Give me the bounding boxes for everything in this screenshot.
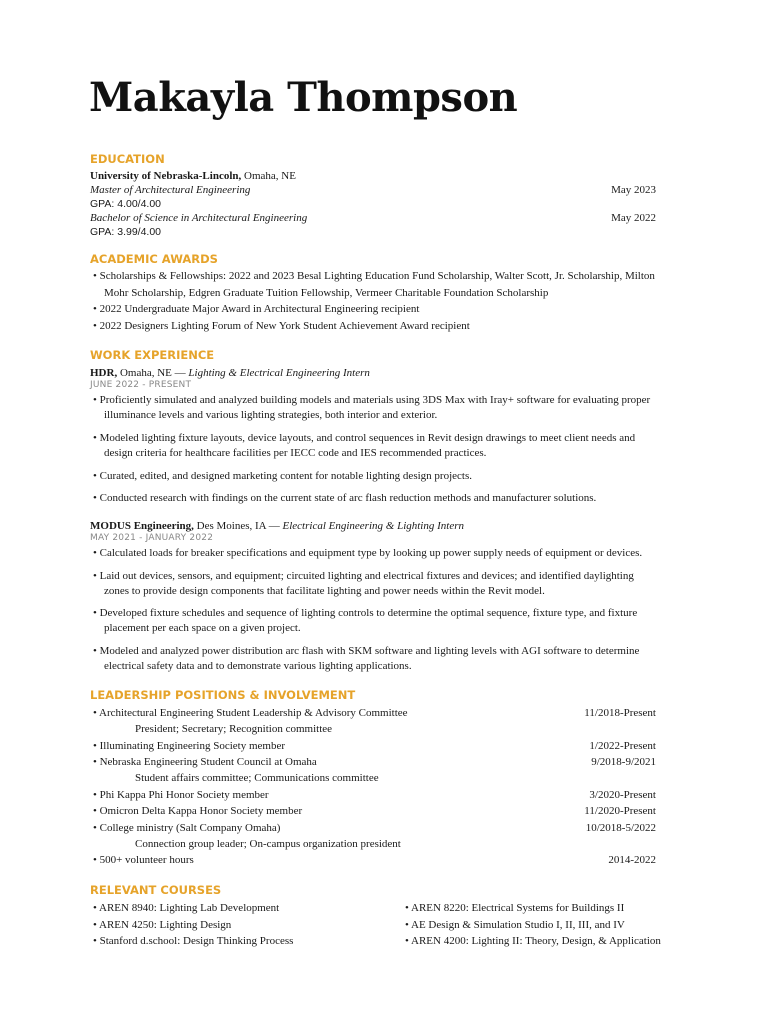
leadership-item: • Nebraska Engineering Student Council at Omaha [93,756,317,768]
leadership-item: • Phi Kappa Phi Honor Society member [93,789,269,801]
job-bullet: • Conducted research with findings on the current state of arc flash reduction methods and manufacturer solutions. [93,492,597,504]
education-school-line [90,169,296,183]
leadership-date: 10/2018-5/2022 [585,822,656,834]
job-title: Lighting & Electrical Engineering Intern [188,367,370,379]
education-heading: EDUCATION [90,152,165,166]
job-bullet-cont: placement per each space on a given project. [104,622,301,634]
job-company: MODUS Engineering, [90,520,194,532]
leadership-sub: Student affairs committee; Communications committee [135,772,379,784]
job-header [90,519,464,533]
leadership-sub: President; Secretary; Recognition committee [135,723,333,735]
job-bullet: • Developed fixture schedules and sequence of lighting controls to determine the optimal sequence, fixture type, and fixture [93,607,638,619]
job-bullet-cont: zones to provide design components that facilitate lighting and power needs within the Revit model. [104,585,545,597]
leadership-date: 11/2018-Present [584,707,656,719]
job-location: Des Moines, IA — [193,520,283,532]
course-item: • AREN 8220: Electrical Systems for Buildings II [405,902,625,914]
job-title: Electrical Engineering & Lighting Intern [282,520,464,532]
course-item: • Stanford d.school: Design Thinking Process [93,935,294,947]
leadership-item: • Illuminating Engineering Society member [93,740,286,752]
work-heading: WORK EXPERIENCE [90,348,215,362]
job-location: Omaha, NE — [117,367,189,379]
school-location: Omaha, NE [241,170,296,182]
gpa-master: GPA: 4.00/4.00 [90,198,162,210]
award-line: Mohr Scholarship, Edgren Graduate Tuition Fellowship, Vermeer Charitable Foundation Scholarship [104,287,549,299]
leadership-item: • Architectural Engineering Student Leadership & Advisory Committee [93,707,408,719]
award-line: • 2022 Undergraduate Major Award in Architectural Engineering recipient [93,303,420,315]
job-bullet: • Calculated loads for breaker specifications and equipment type by looking up power supply needs of equipment or devices. [93,547,643,559]
candidate-name: Makayla Thompson [89,74,518,121]
awards-heading: ACADEMIC AWARDS [90,252,218,266]
leadership-item: • Omicron Delta Kappa Honor Society member [93,805,303,817]
leadership-item: • College ministry (Salt Company Omaha) [93,822,281,834]
job-bullet: • Proficiently simulated and analyzed building models and materials using 3DS Max with Iray+ software for evaluating proper [93,394,651,406]
job-header [90,366,370,380]
job-bullet-cont: illuminance levels and various lighting strategies, both interior and exterior. [104,409,438,421]
leadership-date: 1/2022-Present [589,740,656,752]
job-bullet: • Laid out devices, sensors, and equipment; circuited lighting and electrical fixtures and devices; and identified daylighting [93,570,634,582]
course-item: • AREN 8940: Lighting Lab Development [93,902,280,914]
degree-bachelor: Bachelor of Science in Architectural Engineering [90,212,308,224]
job-dates: JUNE 2022 - PRESENT [90,380,192,390]
leadership-date: 9/2018-9/2021 [591,756,656,768]
leadership-date: 11/2020-Present [584,805,656,817]
courses-heading: RELEVANT COURSES [90,883,222,897]
leadership-sub: Connection group leader; On-campus organization president [135,838,401,850]
leadership-item: • 500+ volunteer hours [93,854,194,866]
job-bullet: • Curated, edited, and designed marketing content for notable lighting design projects. [93,470,472,482]
job-bullet: • Modeled and analyzed power distribution arc flash with SKM software and lighting levels with AGI software to determine [93,645,640,657]
gpa-bachelor: GPA: 3.99/4.00 [90,226,162,238]
job-bullet-cont: electrical safety data and to demonstrate various lighting applications. [104,660,412,672]
job-bullet-cont: design criteria for healthcare facilities per IECC code and IES recommended practices. [104,447,487,459]
degree-bachelor-date: May 2022 [611,212,656,224]
degree-master-date: May 2023 [611,184,656,196]
degree-master: Master of Architectural Engineering [90,184,251,196]
award-line: • 2022 Designers Lighting Forum of New York Student Achievement Award recipient [93,320,470,332]
job-company: HDR, [90,367,118,379]
school-name: University of Nebraska-Lincoln, [90,170,242,182]
leadership-date: 3/2020-Present [589,789,656,801]
course-item: • AE Design & Simulation Studio I, II, III, and IV [405,919,625,931]
leadership-date: 2014-2022 [608,854,656,866]
job-dates: MAY 2021 - JANUARY 2022 [90,533,214,543]
job-bullet: • Modeled lighting fixture layouts, device layouts, and control sequences in Revit design drawings to meet client needs and [93,432,636,444]
course-item: • AREN 4200: Lighting II: Theory, Design, & Application [405,935,661,947]
award-line: • Scholarships & Fellowships: 2022 and 2023 Besal Lighting Education Fund Scholarship, Walter Scott, Jr. Scholarship, Milton [93,270,655,282]
leadership-heading: LEADERSHIP POSITIONS & INVOLVEMENT [90,688,356,702]
course-item: • AREN 4250: Lighting Design [93,919,232,931]
